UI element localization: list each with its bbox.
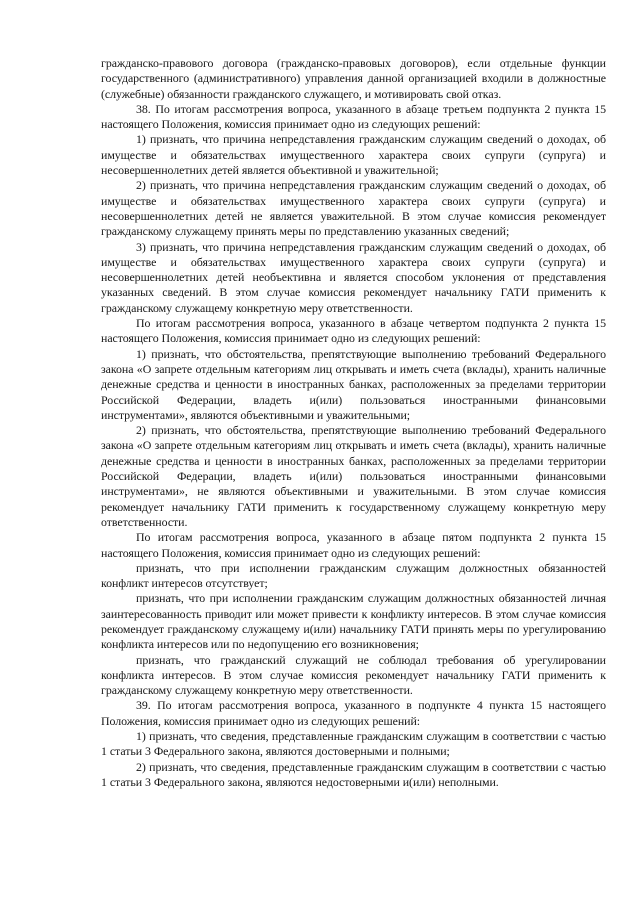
- paragraph-fourth-option-1: 1) признать, что обстоятельства, препятствующие выполнению требований Федерального закона «О запрете отдельным категориям лиц открывать и иметь счета (вклады), хранить наличные денежные средства и ценности в иностранных банках, расположенных за пределами территории Российской Федерации, владеть и(или) пользоваться иностранными финансовыми инструментами», являются объективными и уважительными;: [101, 346, 606, 422]
- paragraph-fifth-option-3: признать, что гражданский служащий не соблюдал требования об урегулировании конфликта интересов. В этом случае комиссия рекомендует начальнику ГАТИ применить к гражданскому служащему конкретную меру ответственности.: [101, 652, 606, 698]
- paragraph-fifth-abzac-intro: По итогам рассмотрения вопроса, указанного в абзаце пятом подпункта 2 пункта 15 настоящего Положения, комиссия принимает одно из следующих решений:: [101, 530, 606, 560]
- paragraph-item-39: 39. По итогам рассмотрения вопроса, указанного в подпункте 4 пункта 15 настоящего Положения, комиссия принимает одно из следующих решений:: [101, 698, 606, 728]
- paragraph-fourth-option-2: 2) признать, что обстоятельства, препятствующие выполнению требований Федерального закона «О запрете отдельным категориям лиц открывать и иметь счета (вклады), хранить наличные денежные средства и ценности в иностранных банках, расположенных за пределами территории Российской Федерации, владеть и(или) пользоваться иностранными финансовыми инструментами», не являются объективными и уважительными. В этом случае комиссия рекомендует начальнику ГАТИ применить к государственному служащему конкретную меру ответственности.: [101, 423, 606, 529]
- document-page: [101, 56, 606, 790]
- paragraph-39-option-1: 1) признать, что сведения, представленные гражданским служащим в соответствии с частью 1 статьи 3 Федерального закона, являются достоверными и полными;: [101, 729, 606, 759]
- paragraph-38-option-3: 3) признать, что причина непредставления гражданским служащим сведений о доходах, об имуществе и обязательствах имущественного характера своих супруги (супруга) и несовершеннолетних детей необъективна и является способом уклонения от представления указанных сведений. В этом случае комиссия рекомендует начальнику ГАТИ применить к гражданскому служащему конкретную меру ответственности.: [101, 239, 606, 315]
- paragraph-fourth-abzac-intro: По итогам рассмотрения вопроса, указанного в абзаце четвертом подпункта 2 пункта 15 настоящего Положения, комиссия принимает одно из следующих решений:: [101, 316, 606, 346]
- paragraph-38-option-1: 1) признать, что причина непредставления гражданским служащим сведений о доходах, об имуществе и обязательствах имущественного характера своих супруги (супруга) и несовершеннолетних детей является объективной и уважительной;: [101, 132, 606, 178]
- paragraph-continuation: гражданско-правового договора (гражданско-правовых договоров), если отдельные функции государственного (административного) управления данной организацией входили в должностные (служебные) обязанности гражданского служащего, и мотивировать свой отказ.: [101, 56, 606, 101]
- paragraph-38-option-2: 2) признать, что причина непредставления гражданским служащим сведений о доходах, об имуществе и обязательствах имущественного характера своих супруги (супруга) и несовершеннолетних детей не является уважительной. В этом случае комиссия рекомендует гражданскому служащему принять меры по представлению указанных сведений;: [101, 178, 606, 239]
- paragraph-39-option-2: 2) признать, что сведения, представленные гражданским служащим в соответствии с частью 1 статьи 3 Федерального закона, являются недостоверными и(или) неполными.: [101, 759, 606, 789]
- paragraph-fifth-option-2: признать, что при исполнении гражданским служащим должностных обязанностей личная заинтересованность приводит или может привести к конфликту интересов. В этом случае комиссия рекомендует гражданскому служащему и(или) начальнику ГАТИ принять меры по урегулированию конфликта интересов или по недопущению его возникновения;: [101, 591, 606, 652]
- paragraph-fifth-option-1: признать, что при исполнении гражданским служащим должностных обязанностей конфликт интересов отсутствует;: [101, 560, 606, 591]
- paragraph-item-38: 38. По итогам рассмотрения вопроса, указанного в абзаце третьем подпункта 2 пункта 15 настоящего Положения, комиссия принимает одно из следующих решений:: [101, 101, 606, 132]
